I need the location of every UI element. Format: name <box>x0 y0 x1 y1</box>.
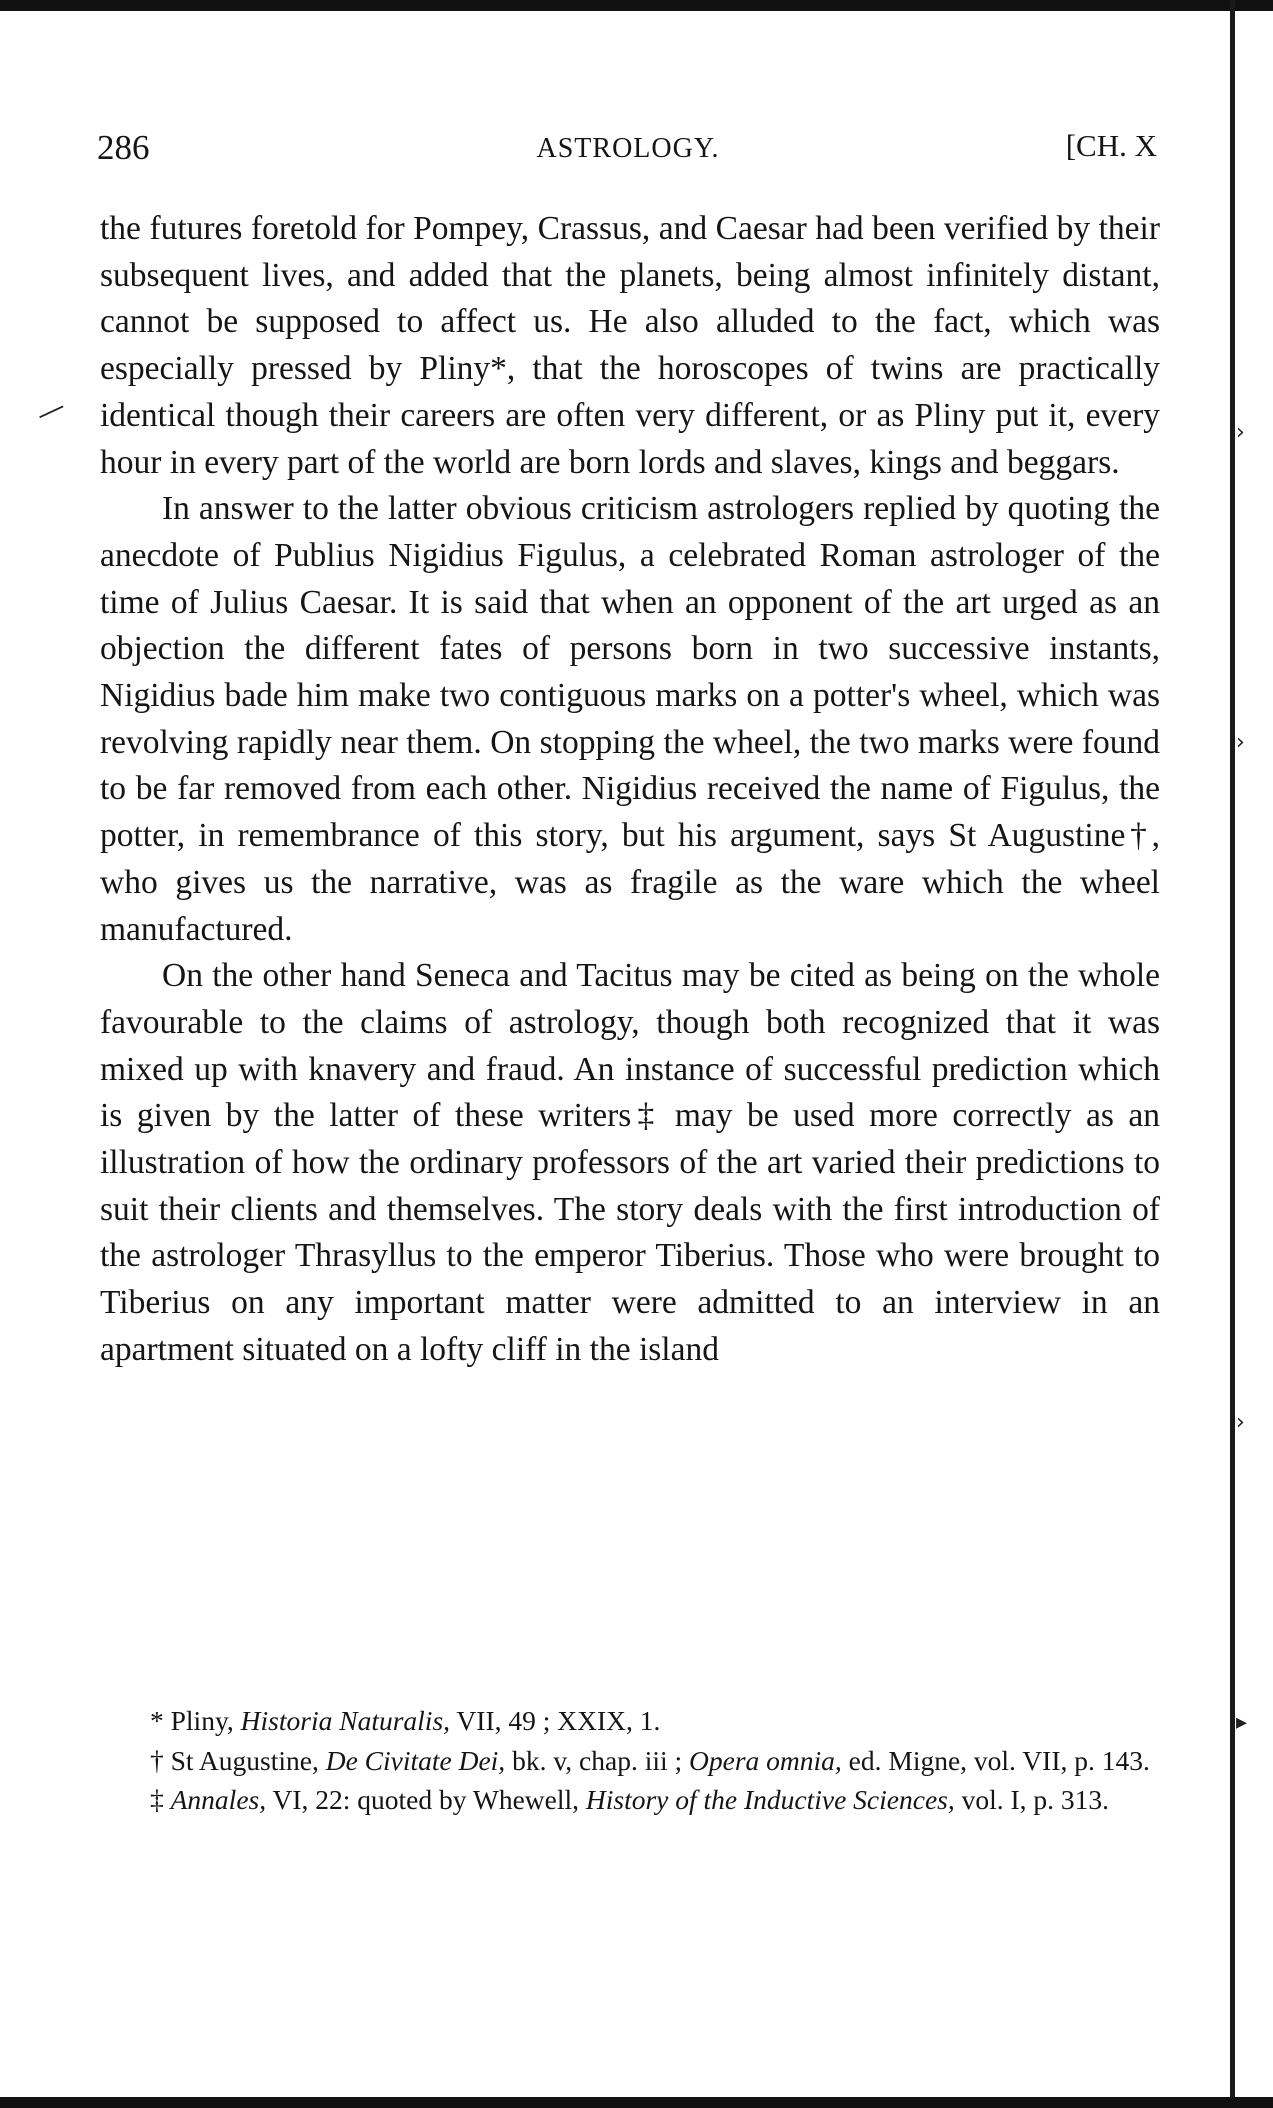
bottom-border <box>0 2097 1273 2108</box>
paragraph-3: On the other hand Seneca and Tacitus may be cited as being on the whole favourable to the claims of astrology, though both recognized that it was mixed up with knavery and fraud. An instance of successful prediction which is given by the latter of these writers‡ may be used more correctly as an illustration of how the ordinary professors of the art varied their predictions to suit their clients and themselves. The story deals with the first introduction of the astrologer Thrasyllus to the emperor Tiberius. Those who were brought to Tiberius on any important matter were admitted to an interview in an apartment situated on a lofty cliff in the island <box>100 957 1160 1368</box>
body-text <box>100 206 1160 1374</box>
footnote-2-author: St Augustine, <box>170 1744 319 1776</box>
footnote-3-title-2: History of the Inductive Sciences, <box>585 1784 955 1815</box>
running-head: ASTROLOGY. <box>536 133 720 164</box>
edge-mark-2: › <box>1236 730 1245 755</box>
margin-tick-mark: ― <box>32 391 70 431</box>
page-number: 286 <box>97 128 150 167</box>
footnote-1-author: Pliny, <box>170 1705 234 1736</box>
page-header <box>97 128 1159 178</box>
footnote-2-title-2: Opera omnia, <box>689 1744 842 1776</box>
footnote-2-marker: † <box>150 1744 164 1776</box>
footnotes <box>100 1701 1162 1820</box>
top-border <box>0 0 1273 11</box>
footnote-1 <box>100 1701 1162 1741</box>
footnote-2-title: De Civitate Dei, <box>325 1744 506 1776</box>
footnote-1-ref: VII, 49 ; XXIX, 1. <box>456 1705 661 1736</box>
footnote-1-marker: * <box>150 1705 164 1736</box>
footnote-1-title: Historia Naturalis, <box>240 1705 451 1736</box>
edge-mark-3: › <box>1236 1410 1245 1435</box>
edge-mark-4: ▸ <box>1236 1710 1248 1735</box>
chapter-reference: [CH. X <box>1065 128 1157 163</box>
paragraph-2: In answer to the latter obvious criticism astrologers replied by quoting the anecdote of Publius Nigidius Figulus, a celebrated Roman astrologer of the time of Julius Caesar. It is said that when an opponent of the art urged as an objection the different fates of persons born in two successive instants, Nigidius bade him make two contiguous marks on a potter's wheel, which was revolving rapidly near them. On stopping the wheel, the two marks were found to be far removed from each other. Nigidius received the name of Figulus, the potter, in remembrance of this story, but his argument, says St Augustine†, who gives us the narrative, was as fragile as the ware which the wheel manufactured. <box>100 490 1160 948</box>
footnote-2 <box>100 1741 1162 1781</box>
footnote-3 <box>100 1780 1162 1820</box>
paragraph-1: the futures foretold for Pompey, Crassus, and Caesar had been verified by their subsequent lives, and added that the planets, being almost infinitely distant, cannot be supposed to affect us. He also alluded to the fact, which was especially pressed by Pliny*, that the horoscopes of twins are practically identical though their careers are often very different, or as Pliny put it, every hour in every part of the world are born lords and slaves, kings and beggars. <box>100 210 1160 481</box>
footnote-3-title: Annales, <box>170 1784 267 1815</box>
footnote-2-ref-2: ed. Migne, vol. VII, p. 143. <box>848 1744 1150 1776</box>
footnote-3-ref-2: vol. I, p. 313. <box>961 1784 1110 1815</box>
footnote-3-marker: ‡ <box>150 1784 164 1815</box>
footnote-2-ref: bk. v, chap. iii ; <box>512 1744 683 1776</box>
edge-mark-1: › <box>1236 420 1245 445</box>
page-edge <box>1230 0 1235 2108</box>
footnote-3-ref: VI, 22: quoted by Whewell, <box>272 1784 580 1815</box>
